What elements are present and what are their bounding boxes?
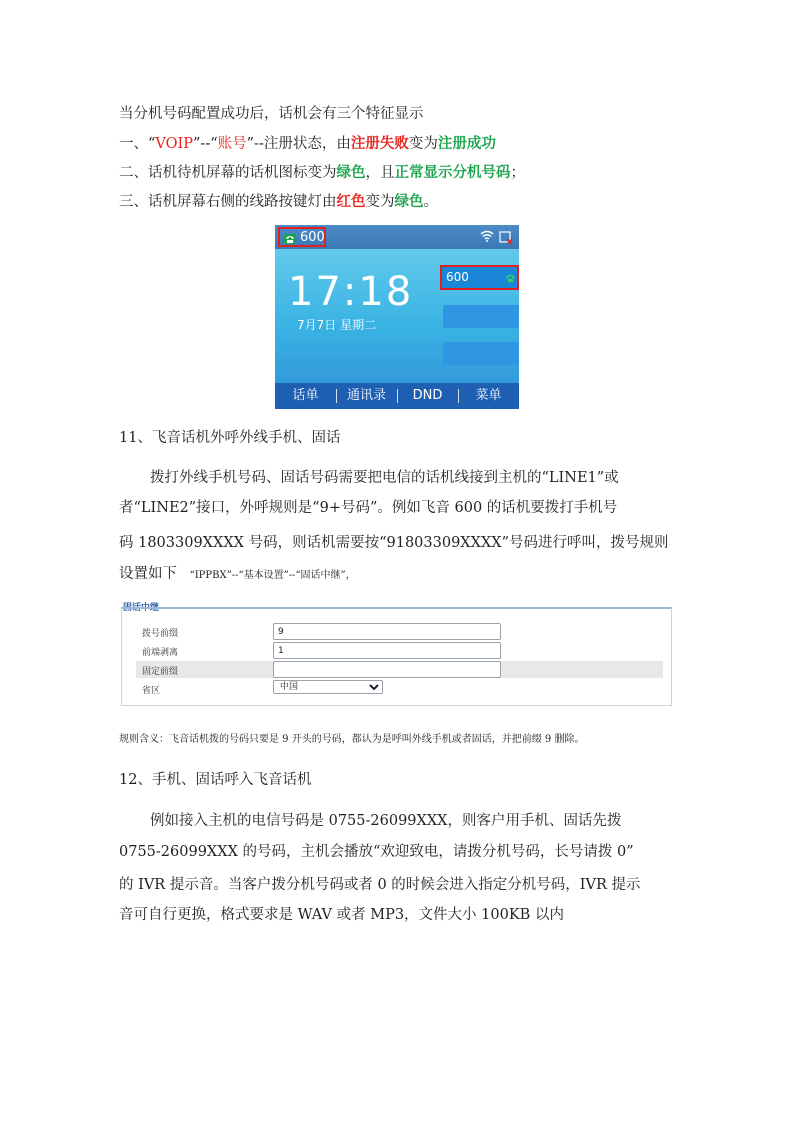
clock-date: 7月7日 星期二 — [297, 318, 377, 332]
strip-digits-input[interactable] — [273, 642, 501, 659]
setting-row-strip-digits — [136, 642, 663, 659]
text: 变为 — [365, 194, 395, 210]
setting-label: 拨号前缀 — [142, 629, 179, 639]
register-success-text: 注册成功 — [437, 135, 496, 152]
softkey-menu[interactable]: 菜单 — [458, 383, 519, 409]
red-text: 红色 — [336, 193, 366, 210]
text: 三、话机屏幕右侧的线路按键灯由 — [119, 194, 337, 210]
show-extension-text: 正常显示分机号码 — [394, 164, 511, 181]
section-12-heading: 12、手机、固话呼入飞音话机 — [119, 772, 312, 788]
section-11-heading: 11、飞音话机外呼外线手机、固话 — [119, 430, 341, 446]
panel-title: 固话中继 — [123, 603, 160, 613]
setting-label: 省区 — [142, 686, 161, 696]
line-key-label: 600 — [446, 270, 469, 284]
text: 一、“ — [119, 136, 156, 152]
intro-line-2 — [119, 163, 525, 183]
fixed-prefix-input[interactable] — [273, 661, 501, 678]
phone-registered-icon — [505, 273, 516, 283]
paragraph-line: 的 IVR 提示音。当客户拨分机号码或者 0 的时候会进入指定分机号码，IVR 提示 — [119, 877, 641, 893]
setting-row-region — [136, 680, 663, 697]
intro-line-1 — [119, 134, 496, 154]
text: ； — [510, 165, 525, 181]
paragraph-line: 者“LINE2”接口，外呼规则是“9+号码”。例如飞音 600 的话机要拨打手机号 — [119, 500, 618, 516]
softkey-dnd[interactable]: DND — [397, 383, 458, 409]
setting-label: 前端剥离 — [142, 648, 179, 658]
account-number: 600 — [300, 230, 325, 245]
text: 设置如下 — [119, 566, 177, 582]
paragraph-line: 码 1803309XXXX 号码，则话机需要按“91803309XXXX”号码进行呼叫，拨号规则 — [119, 535, 669, 551]
register-failed-text: 注册失败 — [350, 135, 409, 152]
softkey-directory[interactable]: 通讯录 — [336, 383, 397, 409]
paragraph-line — [119, 564, 356, 586]
paragraph-line: 音可自行更换，格式要求是 WAV 或者 MP3，文件大小 100KB 以内 — [119, 907, 564, 923]
line-key-2[interactable] — [443, 305, 519, 328]
voip-text: VOIP — [155, 136, 194, 152]
paragraph-line: 例如接入主机的电信号码是 0755-26099XXX，则客户用手机、固话先拨 — [150, 813, 622, 829]
phone-idle-screen — [275, 225, 519, 409]
network-disconnected-icon — [499, 230, 513, 244]
setting-row-fixed-prefix — [136, 661, 663, 678]
clock-time: 17:18 — [288, 269, 414, 315]
text: ”--“ — [193, 136, 218, 152]
rule-note: 规则含义：飞音话机拨的号码只要是 9 开头的号码，都认为是呼叫外线手机或者固话，并把前缀 9 删除。 — [119, 734, 585, 745]
text: 。 — [423, 194, 438, 210]
region-select[interactable] — [273, 680, 383, 694]
line-key-1[interactable] — [440, 265, 519, 290]
settings-box — [121, 607, 672, 706]
wifi-icon — [480, 230, 494, 242]
phone-registered-icon — [284, 234, 296, 244]
text: ”--注册状态，由 — [246, 136, 351, 152]
setting-row-dial-prefix — [136, 623, 663, 640]
text: 变为 — [408, 136, 438, 152]
phone-status-bar — [275, 225, 519, 249]
line-key-3[interactable] — [443, 342, 519, 365]
intro-line-0: 当分机号码配置成功后，话机会有三个特征显示 — [119, 106, 424, 122]
setting-label: 固定前缀 — [142, 667, 179, 677]
account-highlight-box — [278, 227, 326, 247]
softkey-bar — [275, 383, 519, 409]
intro-line-3 — [119, 192, 438, 212]
paragraph-line: 拨打外线手机号码、固话号码需要把电信的话机线接到主机的“LINE1”或 — [150, 470, 619, 486]
settings-path: “IPPBX”--“基本设置”--“固话中继”， — [189, 570, 356, 581]
softkey-call-log[interactable]: 话单 — [292, 388, 319, 403]
green-text: 绿色 — [336, 164, 366, 181]
text: ，且 — [365, 165, 395, 181]
green-text: 绿色 — [394, 193, 424, 210]
paragraph-line: 0755-26099XXX 的号码，主机会播放“欢迎致电，请拨分机号码，长号请拨 0” — [119, 844, 634, 860]
account-text: 账号 — [217, 136, 247, 152]
dial-prefix-input[interactable] — [273, 623, 501, 640]
text: 二、话机待机屏幕的话机图标变为 — [119, 165, 337, 181]
trunk-settings-panel — [119, 598, 672, 706]
